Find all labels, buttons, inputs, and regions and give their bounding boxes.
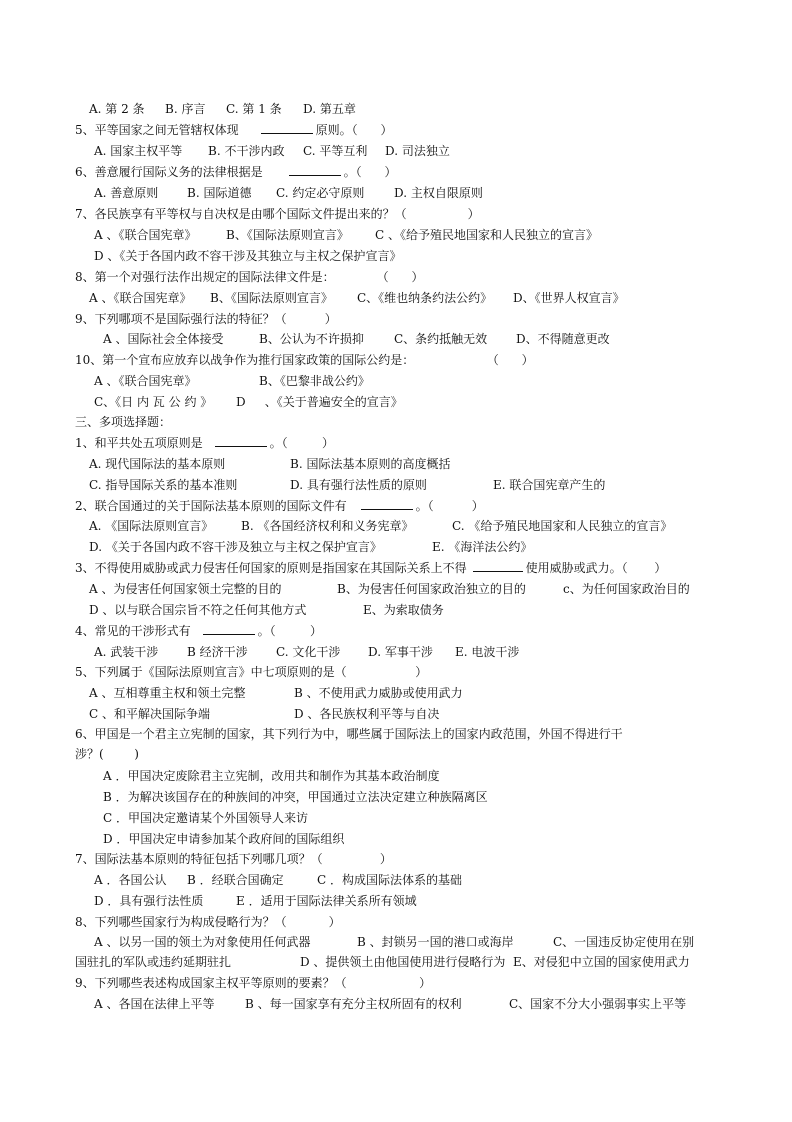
option-text: B 、每一国家享有充分主权所固有的权利: [245, 997, 462, 1011]
option-text: A. 武装干涉: [94, 645, 159, 659]
option-text: C. 指导国际关系的基本准则: [89, 478, 238, 492]
option-text: A. 国家主权平等: [94, 144, 183, 158]
multi-question-8: 8、下列哪些国家行为构成侵略行为？（ ）: [75, 915, 341, 929]
option-text: C、条约抵触无效: [394, 332, 488, 346]
option-text: D、不得随意更改: [516, 332, 610, 346]
option-text: E、为索取债务: [363, 603, 444, 617]
option-text: C、《维也纳条约法公约》: [357, 291, 493, 305]
option-text: A 、为侵害任何国家领土完整的目的: [89, 582, 282, 596]
option-text: B、《国际法原则宣言》: [226, 228, 349, 242]
option-text: D. 主权自限原则: [394, 186, 483, 200]
multi-question-6-cont: 涉？( ): [75, 747, 139, 761]
option-text: C、国家不分大小强弱事实上平等: [509, 997, 687, 1011]
option-text: B ．为解决该国存在的种族间的冲突，甲国通过立法决定建立种族隔离区: [103, 790, 488, 804]
option-text: A 、各国在法律上平等: [94, 997, 215, 1011]
option-text: D 、各民族权利平等与自决: [294, 707, 440, 721]
option-text: C. 《给予殖民地国家和人民独立的宣言》: [452, 519, 673, 533]
option-text: D 、以与联合国宗旨不符之任何其他方式: [89, 603, 307, 617]
option-text: E、对侵犯中立国的国家使用武力: [513, 955, 690, 969]
option-text: A. 现代国际法的基本原则: [89, 457, 226, 471]
multi-question-9: 9、下列哪些表述构成国家主权平等原则的要素？（ ）: [75, 976, 432, 990]
option-text: C 、和平解决国际争端: [89, 707, 210, 721]
option-text: A. 第 2 条: [89, 102, 145, 116]
option-text: D 、《关于各国内政不容干涉及其独立与主权之保护宣言》: [94, 249, 402, 263]
option-text: D. 司法独立: [385, 144, 450, 158]
option-text: B ．经联合国确定: [187, 873, 284, 887]
option-text: D ．甲国决定申请参加某个政府间的国际组织: [103, 832, 345, 846]
option-text: B、为侵害任何国家政治独立的目的: [337, 582, 526, 596]
option-text: B. 不干涉内政: [208, 144, 285, 158]
option-text: C 、《给予殖民地国家和人民独立的宣言》: [375, 228, 598, 242]
option-text: D. 《关于各国内政不容干涉及独立与主权之保护宣言》: [89, 540, 382, 554]
question-8: 8、第一个对强行法作出规定的国际法律文件是： （ ）: [75, 270, 424, 284]
question-6: 6、善意履行国际义务的法律根据是 。（ ）: [75, 165, 397, 179]
option-text: E ．适用于国际法律关系所有领域: [236, 894, 417, 908]
option-text: B. 国际法基本原则的高度概括: [290, 457, 451, 471]
question-5: 5、平等国家之间无管辖权体现 原则。（ ）: [75, 123, 393, 137]
option-text: E. 联合国宪章产生的: [493, 478, 606, 492]
option-text: D 、《关于普遍安全的宣言》: [236, 395, 403, 409]
multi-question-2: 2、联合国通过的关于国际法基本原则的国际文件有 。（ ）: [75, 499, 484, 513]
option-text: C. 文化干涉: [276, 645, 341, 659]
option-text: A ．各国公认: [94, 873, 167, 887]
multi-question-5: 5、下列属于《国际法原则宣言》中七项原则的是（ ）: [75, 665, 428, 679]
option-text: C ．构成国际法体系的基础: [317, 873, 462, 887]
multi-question-7: 7、国际法基本原则的特征包括下列哪几项？（ ）: [75, 852, 392, 866]
option-text: C、《日 内 瓦 公 约 》: [94, 395, 213, 409]
section-heading: 三、多项选择题：: [75, 415, 172, 429]
multi-question-1: 1、和平共处五项原则是 。（ ）: [75, 436, 334, 450]
option-text: C. 第 1 条: [226, 102, 282, 116]
multi-question-4: 4、常见的干涉形式有 。（ ）: [75, 624, 322, 638]
option-text: B. 《各国经济权利和义务宪章》: [241, 519, 414, 533]
option-text: D 、提供领土由他国使用进行侵略行为: [300, 955, 506, 969]
option-text: A. 善意原则: [94, 186, 159, 200]
question-9: 9、下列哪项不是国际强行法的特征？（ ）: [75, 312, 337, 326]
option-text: A 、国际社会全体接受: [103, 332, 224, 346]
option-text: C. 平等互利: [303, 144, 368, 158]
option-text: B 、封锁另一国的港口或海岸: [357, 935, 514, 949]
option-text: B. 序言: [165, 102, 206, 116]
option-text: B 、不使用武力威胁或使用武力: [294, 686, 463, 700]
option-text: D. 具有强行法性质的原则: [290, 478, 427, 492]
option-text: D、《世界人权宣言》: [513, 291, 625, 305]
option-text: D ．具有强行法性质: [94, 894, 204, 908]
option-text: A 、《联合国宪章》: [89, 291, 192, 305]
option-text: A 、《联合国宪章》: [94, 374, 197, 388]
option-text: C ．甲国决定邀请某个外国领导人来访: [103, 811, 308, 825]
option-text: B. 国际道德: [187, 186, 252, 200]
option-text: A. 《国际法原则宣言》: [89, 519, 214, 533]
question-10: 10、第一个宣布应放弃以战争作为推行国家政策的国际公约是： （ ）: [75, 353, 534, 367]
option-text: A 、互相尊重主权和领土完整: [89, 686, 246, 700]
option-text: E. 电波干涉: [455, 645, 520, 659]
option-text: A ．甲国决定废除君主立宪制，改用共和制作为其基本政治制度: [103, 769, 440, 783]
option-text: C. 约定必守原则: [276, 186, 365, 200]
option-text: D. 第五章: [303, 102, 356, 116]
option-text: c、为任何国家政治目的: [563, 582, 690, 596]
option-text: B、公认为不许损抑: [259, 332, 364, 346]
option-text: C、一国违反协定使用在别: [553, 935, 695, 949]
option-text: E. 《海洋法公约》: [432, 540, 533, 554]
multi-question-3: 3、不得使用威胁或武力侵害任何国家的原则是指国家在其国际关系上不得 使用威胁或武力。（ ）: [75, 561, 667, 575]
option-text: A 、《联合国宪章》: [94, 228, 197, 242]
option-text: B 经济干涉: [187, 645, 248, 659]
option-text: D. 军事干涉: [368, 645, 433, 659]
option-text: B、《巴黎非战公约》: [259, 374, 370, 388]
multi-question-6: 6、甲国是一个君主立宪制的国家，其下列行为中，哪些属于国际法上的国家内政范围，外国不得进行干: [75, 727, 623, 741]
option-text: 国驻扎的军队或违约延期驻扎: [75, 955, 232, 969]
question-7: 7、各民族享有平等权与自决权是由哪个国际文件提出来的？（ ）: [75, 207, 480, 221]
option-text: B、《国际法原则宣言》: [210, 291, 333, 305]
option-text: A 、以另一国的领土为对象使用任何武器: [94, 935, 311, 949]
